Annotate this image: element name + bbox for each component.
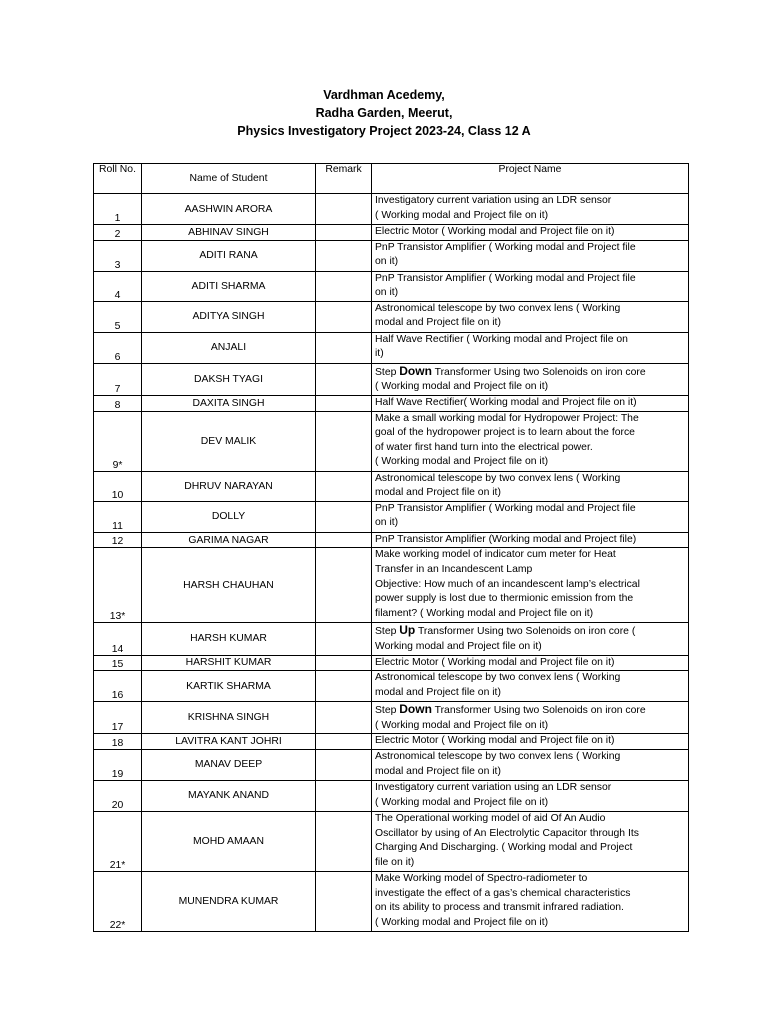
project-name-cell: Astronomical telescope by two convex lens ( Working modal and Project file on it) — [372, 471, 689, 501]
project-name-cell — [372, 623, 689, 655]
roll-number-cell: 17 — [94, 702, 142, 734]
student-name-cell: ADITI SHARMA — [142, 271, 316, 301]
roll-number-cell: 22* — [94, 871, 142, 931]
roll-number-cell: 11 — [94, 501, 142, 532]
remark-cell — [316, 471, 372, 501]
project-name-cell: Electric Motor ( Working modal and Project file on it) — [372, 734, 689, 750]
project-name-cell: The Operational working model of aid Of An Audio Oscillator by using of An Electrolytic Capacitor through Its Charging And Discharging. ( Working modal and Project file on it) — [372, 811, 689, 871]
roll-number-cell: 13* — [94, 548, 142, 623]
student-name-cell: MUNENDRA KUMAR — [142, 871, 316, 931]
table-row — [94, 811, 689, 871]
project-name-cell: Astronomical telescope by two convex lens ( Working modal and Project file on it) — [372, 749, 689, 780]
table-row — [94, 702, 689, 734]
project-name-cell: PnP Transistor Amplifier ( Working modal and Project file on it) — [372, 271, 689, 301]
remark-cell — [316, 655, 372, 671]
table-row — [94, 671, 689, 702]
column-header-name: Name of Student — [142, 164, 316, 194]
roll-number-cell: 2 — [94, 225, 142, 241]
remark-cell — [316, 548, 372, 623]
column-header-project: Project Name — [372, 164, 689, 194]
project-name-cell: Make Working model of Spectro-radiometer to investigate the effect of a gas’s chemical characteristics on its ability to process and transmit infrared radiation. ( Working modal and Project file on it) — [372, 871, 689, 931]
student-name-cell: MAYANK ANAND — [142, 780, 316, 811]
project-name-cell: Investigatory current variation using an LDR sensor ( Working modal and Project file on it) — [372, 194, 689, 225]
project-name-cell: Make a small working modal for Hydropower Project: The goal of the hydropower project is to learn about the force of water first hand turn into the electrical power. ( Working modal and Project file on it) — [372, 411, 689, 471]
roll-number-cell: 19 — [94, 749, 142, 780]
project-emphasis: Up — [399, 623, 416, 638]
remark-cell — [316, 532, 372, 548]
remark-cell — [316, 811, 372, 871]
table-row — [94, 471, 689, 501]
student-name-cell: DAXITA SINGH — [142, 395, 316, 411]
project-name-cell: PnP Transistor Amplifier ( Working modal and Project file on it) — [372, 240, 689, 271]
student-name-cell: HARSHIT KUMAR — [142, 655, 316, 671]
project-text: Transformer Using two Solenoids on iron core ( Working modal and Project file on it) — [375, 626, 636, 652]
student-name-cell: ANJALI — [142, 332, 316, 363]
roll-number-cell: 21* — [94, 811, 142, 871]
remark-cell — [316, 240, 372, 271]
project-name-cell — [372, 702, 689, 734]
roll-number-cell: 12 — [94, 532, 142, 548]
remark-cell — [316, 194, 372, 225]
table-row — [94, 225, 689, 241]
project-name-cell: Electric Motor ( Working modal and Project file on it) — [372, 225, 689, 241]
roll-number-cell: 14 — [94, 623, 142, 655]
school-address: Radha Garden, Meerut, — [315, 106, 453, 120]
table-row — [94, 780, 689, 811]
table-row — [94, 734, 689, 750]
student-name-cell: AASHWIN ARORA — [142, 194, 316, 225]
school-name: Vardhman Acedemy, — [323, 88, 445, 102]
project-text: Transformer Using two Solenoids on iron core ( Working modal and Project file on it) — [375, 366, 646, 393]
project-emphasis: Down — [399, 363, 432, 378]
remark-cell — [316, 332, 372, 363]
table-row — [94, 655, 689, 671]
table-row — [94, 395, 689, 411]
roll-number-cell: 18 — [94, 734, 142, 750]
project-name-cell: Half Wave Rectifier ( Working modal and Project file on it) — [372, 332, 689, 363]
document-header — [0, 86, 768, 140]
table-row — [94, 301, 689, 332]
remark-cell — [316, 501, 372, 532]
remark-cell — [316, 702, 372, 734]
roll-number-cell: 6 — [94, 332, 142, 363]
project-name-cell: Make working model of indicator cum meter for Heat Transfer in an Incandescent Lamp Objective: How much of an incandescent lamp’s electrical power supply is lost due to thermionic emission from the filament? ( Working modal and Project file on it) — [372, 548, 689, 623]
student-name-cell: DHRUV NARAYAN — [142, 471, 316, 501]
table-row — [94, 332, 689, 363]
remark-cell — [316, 411, 372, 471]
remark-cell — [316, 301, 372, 332]
roll-number-cell: 9* — [94, 411, 142, 471]
table-body — [94, 194, 689, 932]
column-header-roll: Roll No. — [94, 164, 142, 194]
project-text: Step — [375, 705, 400, 717]
student-name-cell: ABHINAV SINGH — [142, 225, 316, 241]
table-row — [94, 501, 689, 532]
roll-number-cell: 7 — [94, 363, 142, 395]
roll-number-cell: 1 — [94, 194, 142, 225]
student-name-cell: MOHD AMAAN — [142, 811, 316, 871]
remark-cell — [316, 271, 372, 301]
student-project-table — [93, 163, 689, 932]
table-row — [94, 240, 689, 271]
remark-cell — [316, 780, 372, 811]
student-name-cell: HARSH CHAUHAN — [142, 548, 316, 623]
student-name-cell: KRISHNA SINGH — [142, 702, 316, 734]
roll-number-cell: 15 — [94, 655, 142, 671]
project-name-cell: PnP Transistor Amplifier ( Working modal and Project file on it) — [372, 501, 689, 532]
table-row — [94, 871, 689, 931]
table-row — [94, 623, 689, 655]
student-name-cell: GARIMA NAGAR — [142, 532, 316, 548]
table-row — [94, 363, 689, 395]
project-name-cell: PnP Transistor Amplifier (Working modal and Project file) — [372, 532, 689, 548]
roll-number-cell: 10 — [94, 471, 142, 501]
project-name-cell: Investigatory current variation using an LDR sensor ( Working modal and Project file on it) — [372, 780, 689, 811]
project-name-cell — [372, 363, 689, 395]
remark-cell — [316, 671, 372, 702]
remark-cell — [316, 363, 372, 395]
column-header-remark: Remark — [316, 164, 372, 194]
student-name-cell: ADITI RANA — [142, 240, 316, 271]
project-text: Step — [375, 366, 400, 378]
remark-cell — [316, 623, 372, 655]
project-text: Step — [375, 626, 400, 638]
table-row — [94, 194, 689, 225]
student-name-cell: DAKSH TYAGI — [142, 363, 316, 395]
roll-number-cell: 20 — [94, 780, 142, 811]
project-name-cell: Electric Motor ( Working modal and Project file on it) — [372, 655, 689, 671]
remark-cell — [316, 225, 372, 241]
project-name-cell: Astronomical telescope by two convex lens ( Working modal and Project file on it) — [372, 671, 689, 702]
remark-cell — [316, 749, 372, 780]
student-name-cell: HARSH KUMAR — [142, 623, 316, 655]
project-emphasis: Down — [399, 702, 432, 717]
student-name-cell: ADITYA SINGH — [142, 301, 316, 332]
remark-cell — [316, 734, 372, 750]
student-name-cell: DOLLY — [142, 501, 316, 532]
project-name-cell: Astronomical telescope by two convex lens ( Working modal and Project file on it) — [372, 301, 689, 332]
student-name-cell: DEV MALIK — [142, 411, 316, 471]
student-name-cell: KARTIK SHARMA — [142, 671, 316, 702]
roll-number-cell: 3 — [94, 240, 142, 271]
roll-number-cell: 5 — [94, 301, 142, 332]
table-row — [94, 271, 689, 301]
table-row — [94, 749, 689, 780]
roll-number-cell: 4 — [94, 271, 142, 301]
project-name-cell: Half Wave Rectifier( Working modal and Project file on it) — [372, 395, 689, 411]
project-text: Transformer Using two Solenoids on iron core ( Working modal and Project file on it) — [375, 705, 646, 731]
student-name-cell: LAVITRA KANT JOHRI — [142, 734, 316, 750]
student-name-cell: MANAV DEEP — [142, 749, 316, 780]
roll-number-cell: 8 — [94, 395, 142, 411]
table-header-row — [94, 164, 689, 194]
document-title: Physics Investigatory Project 2023-24, Class 12 A — [237, 124, 531, 138]
remark-cell — [316, 871, 372, 931]
roll-number-cell: 16 — [94, 671, 142, 702]
table-row — [94, 548, 689, 623]
remark-cell — [316, 395, 372, 411]
table-row — [94, 532, 689, 548]
table-row — [94, 411, 689, 471]
